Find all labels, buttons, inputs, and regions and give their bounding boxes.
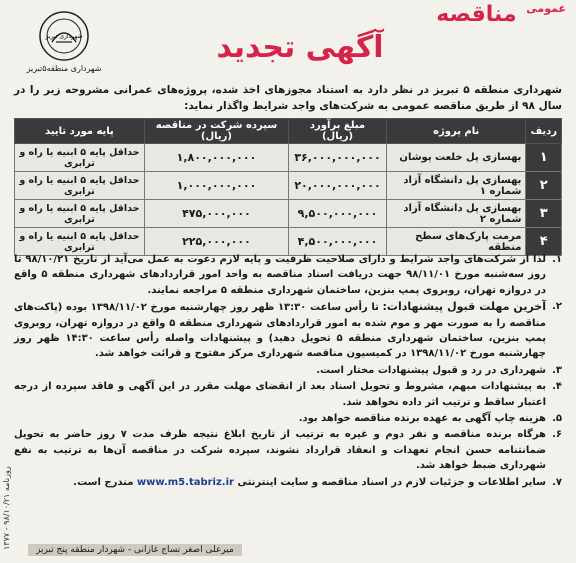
- notice-type: [436, 2, 566, 27]
- col-deposit: سپرده شرکت در مناقصه (ریال): [144, 119, 288, 144]
- item-number: ۱.: [552, 254, 562, 265]
- terms-list: [14, 252, 562, 491]
- item-number: ۵.: [552, 413, 562, 425]
- deposit-value: ۴۷۵,۰۰۰,۰۰۰: [144, 200, 288, 228]
- qualification-value: حداقل پایه ۵ ابنیه یا راه و ترابری: [15, 144, 145, 172]
- deadline-heading: آخرین مهلت قبول پیشنهادات:: [382, 300, 546, 314]
- deadline-text: تا رأس ساعت ۱۳:۳۰ ظهر روز چهارشنبه مورخ ۱۳۹۸/۱۱/۰۲ بوده (پاکت‌های مناقصه را به صورت مهر و موم شده به امور قراردادهای شهرداری منطقه ۵ واقع در دروازه تهران، روبروی پمپ بنزین، ساختمان شهرداری منطقه ۵ تحویل دهید) و پیشنهادات واصله رأس ساعت ۱۴:۳۰ ظهر روز چهارشنبه مورخ ۱۳۹۸/۱۱/۰۲ در کمیسیون مناقصه شهرداری مرکز مفتوح و قرائت خواهد شد.: [14, 302, 547, 360]
- project-name: بهسازی پل خلعت پوشان: [386, 144, 526, 172]
- item-text: هزینه چاپ آگهی به عهده برنده مناقصه خواهد بود.: [298, 413, 546, 425]
- projects-table: [14, 118, 562, 256]
- row-number: ۴: [526, 228, 562, 256]
- item-number: ۷.: [552, 476, 562, 488]
- signature-line: میرعلی اصغر نساج غازانی - شهردار منطقه پنج تبریز: [28, 544, 242, 556]
- deposit-value: ۲۲۵,۰۰۰,۰۰۰: [144, 228, 288, 256]
- item-text: به پیشنهادات مبهم، مشروط و تحویل اسناد بعد از انقضای مهلت مقرر در این آگهی و فاقد سپرده از درجه اعتبار ساقط و ترتیب اثر داده نخواهد شد.: [14, 381, 546, 408]
- qualification-value: حداقل پایه ۵ ابنیه یا راه و ترابری: [15, 228, 145, 256]
- deposit-value: ۱,۸۰۰,۰۰۰,۰۰۰: [144, 144, 288, 172]
- item-text: شهرداری در رد و قبول پیشنهادات مختار است.: [316, 364, 546, 376]
- list-item: [14, 363, 562, 378]
- list-item: [14, 475, 562, 490]
- list-item: [14, 411, 562, 426]
- row-number: ۲: [526, 172, 562, 200]
- row-number: ۱: [526, 144, 562, 172]
- item-text: [14, 299, 546, 362]
- item-number: ۳.: [552, 364, 562, 376]
- item-text: [14, 475, 546, 490]
- municipality-logo: [14, 10, 114, 84]
- col-qualification: پایه مورد تایید: [15, 119, 145, 144]
- col-estimate: مبلغ برآورد (ریال): [289, 119, 387, 144]
- project-name: بهسازی پل دانشگاه آزاد شماره ۱: [386, 172, 526, 200]
- info-tail: مندرج است.: [73, 476, 137, 488]
- estimate-value: ۲۰,۰۰۰,۰۰۰,۰۰۰: [289, 172, 387, 200]
- item-text: لذا از شرکت‌های واجد شرایط و دارای صلاحیت ظرفیت و پایه لازم دعوت به عمل می‌آید از تاریخ ۹۸/۱۰/۲۱ تا روز سه‌شنبه مورخ ۹۸/۱۱/۰۱ جهت دریافت اسناد مناقصه به واحد امور قراردادهای شهرداری منطقه ۵ واقع در دروازه تهران، روبروی پمپ بنزین، ساختمان شهرداری منطقه ۵ مراجعه نمایند.: [14, 254, 547, 296]
- table-row: [15, 172, 562, 200]
- project-name: مرمت پارک‌های سطح منطقه: [386, 228, 526, 256]
- table-row: [15, 200, 562, 228]
- intro-paragraph: شهرداری منطقه ۵ تبریز در نظر دارد به استناد مجوزهای اخذ شده، پروژه‌های عمرانی مشروحه زیر را در سال ۹۸ از طریق مناقصه عمومی به شرکت‌های واجد شرایط واگذار نماید:: [14, 84, 562, 112]
- estimate-value: ۴,۵۰۰,۰۰۰,۰۰۰: [289, 228, 387, 256]
- item-number: ۶.: [552, 429, 562, 441]
- item-number: ۴.: [552, 381, 562, 393]
- list-item: [14, 427, 562, 473]
- estimate-value: ۳۶,۰۰۰,۰۰۰,۰۰۰: [289, 144, 387, 172]
- publication-code: روزنامه ۹۸/۱۰/۲۱ - ۱۳۷۷: [2, 466, 11, 550]
- list-item: [14, 252, 562, 298]
- project-name: بهسازی پل دانشگاه آزاد شماره ۲: [386, 200, 526, 228]
- qualification-value: حداقل پایه ۵ ابنیه یا راه و ترابری: [15, 200, 145, 228]
- municipality-seal-icon: [38, 10, 90, 62]
- list-item: [14, 299, 562, 362]
- logo-caption: شهرداری منطقه۵تبریز: [26, 64, 102, 73]
- item-text: هرگاه برنده مناقصه و نفر دوم و غیره به ترتیب از تاریخ ابلاغ نتیجه ظرف مدت ۷ روز حاضر به تحویل ضمانتنامه حسن انجام تعهدات و انعقاد قرارداد نشوند، سپرده شرکت در مناقصه آن‌ها به ترتیب به نفع شهرداری ضبط خواهد شد.: [14, 429, 546, 472]
- notice-type-small: عمومی: [526, 2, 566, 15]
- item-number: ۲.: [552, 301, 562, 313]
- col-row-no: ردیف: [526, 119, 562, 144]
- table-row: [15, 144, 562, 172]
- svg-text:شهرداری تبریز: شهرداری تبریز: [45, 33, 83, 40]
- estimate-value: ۹,۵۰۰,۰۰۰,۰۰۰: [289, 200, 387, 228]
- table-header-row: [15, 119, 562, 144]
- page-title: آگهی تجدید: [216, 30, 384, 65]
- info-text: سایر اطلاعات و جزئیات لازم در اسناد مناقصه و سایت اینترنتی: [233, 476, 546, 488]
- list-item: [14, 379, 562, 410]
- qualification-value: حداقل پایه ۵ ابنیه یا راه و ترابری: [15, 172, 145, 200]
- deposit-value: ۱,۰۰۰,۰۰۰,۰۰۰: [144, 172, 288, 200]
- website-link[interactable]: www.m5.tabriz.ir: [136, 476, 234, 488]
- row-number: ۳: [526, 200, 562, 228]
- notice-type-label: مناقصه: [436, 2, 517, 27]
- col-project-name: نام پروژه: [386, 119, 526, 144]
